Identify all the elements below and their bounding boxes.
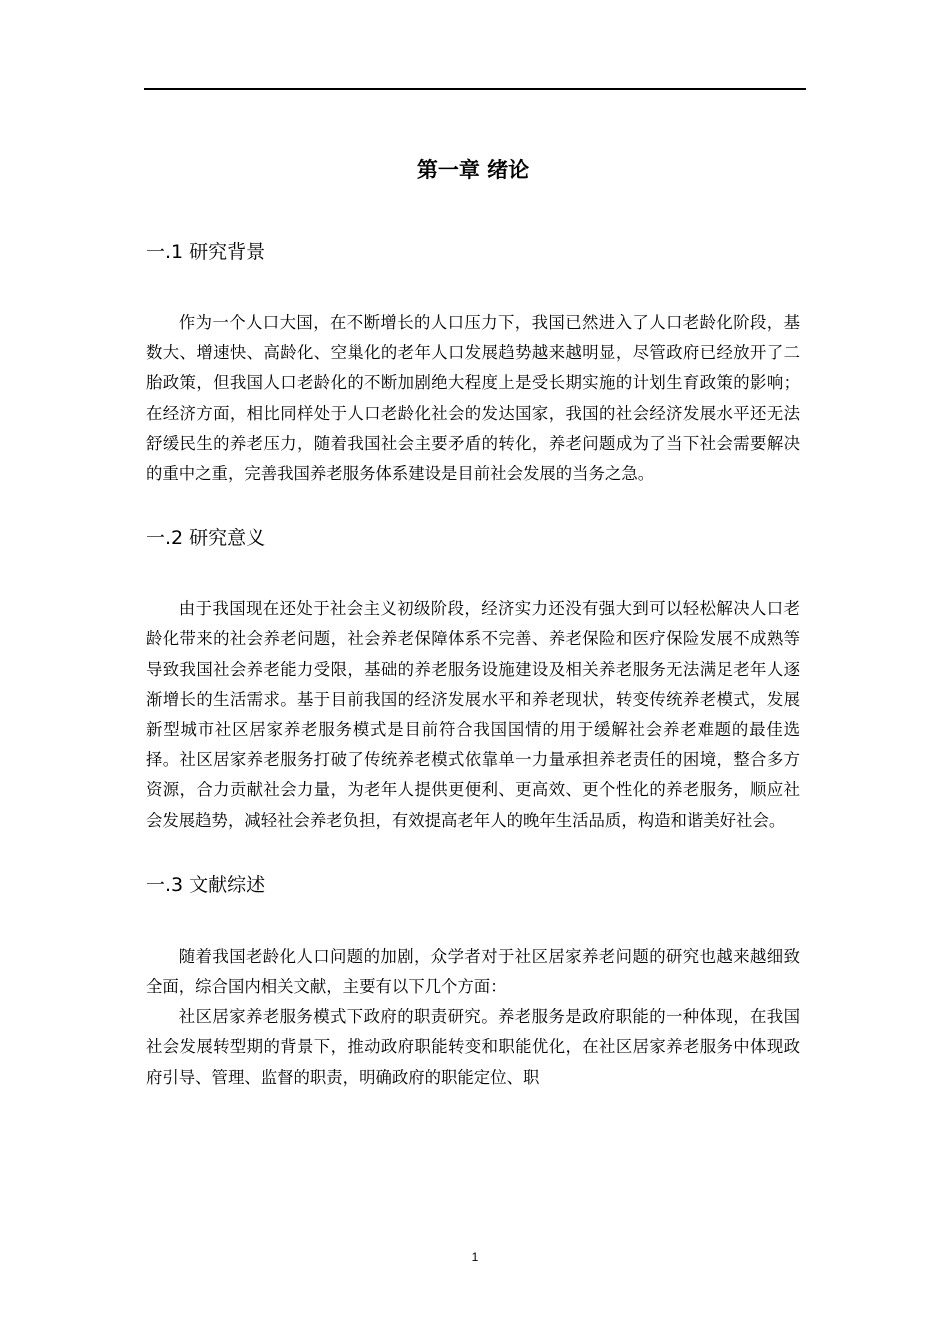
page-number: 1: [471, 1250, 479, 1264]
section-heading-significance: 一.2 研究意义: [146, 527, 266, 550]
paragraph-background: 作为一个人口大国，在不断增长的人口压力下，我国已然进入了人口老龄化阶段，基数大、增速快、高龄化、空巢化的老年人口发展趋势越来越明显，尽管政府已经放开了二胎政策，但我国人口老龄化的不断加剧绝大程度上是受长期实施的计划生育政策的影响；在经济方面，相比同样处于人口老龄化社会的发达国家，我国的社会经济发展水平还无法舒缓民生的养老压力，随着我国社会主要矛盾的转化，养老问题成为了当下社会需要解决的重中之重，完善我国养老服务体系建设是目前社会发展的当务之急。: [146, 313, 800, 484]
page-body: [146, 150, 800, 1093]
section-heading-background: 一.1 研究背景: [146, 241, 266, 263]
section-heading-literature-review: 一.3 文献综述: [146, 873, 266, 896]
paragraph-significance: 由于我国现在还处于社会主义初级阶段，经济实力还没有强大到可以轻松解决人口老龄化带来的社会养老问题，社会养老保障体系不完善、养老保险和医疗保险发展不成熟等导致我国社会养老能力受限，基础的养老服务设施建设及相关养老服务无法满足老年人逐渐增长的生活需求。基于目前我国的经济发展水平和养老现状，转变传统养老模式，发展新型城市社区居家养老服务模式是目前符合我国国情的用于缓解社会养老难题的最佳选择。社区居家养老服务打破了传统养老模式依靠单一力量承担养老责任的困境，整合多方资源，合力贡献社会力量，为老年人提供更便利、更高效、更个性化的养老服务，顺应社会发展趋势，减轻社会养老负担，有效提高老年人的晚年生活品质，构造和谐美好社会。: [146, 599, 800, 830]
chapter-title: 第一章 绪论: [416, 158, 530, 182]
header-rule: [144, 88, 806, 90]
paragraph-literature-government: 社区居家养老服务模式下政府的职责研究。养老服务是政府职能的一种体现，在我国社会发展转型期的背景下，推动政府职能转变和职能优化，在社区居家养老服务中体现政府引导、管理、监督的职责，明确政府的职能定位、职: [146, 1007, 800, 1087]
paragraph-literature-intro: 随着我国老龄化人口问题的加剧，众学者对于社区居家养老问题的研究也越来越细致全面，综合国内相关文献，主要有以下几个方面：: [146, 946, 800, 997]
